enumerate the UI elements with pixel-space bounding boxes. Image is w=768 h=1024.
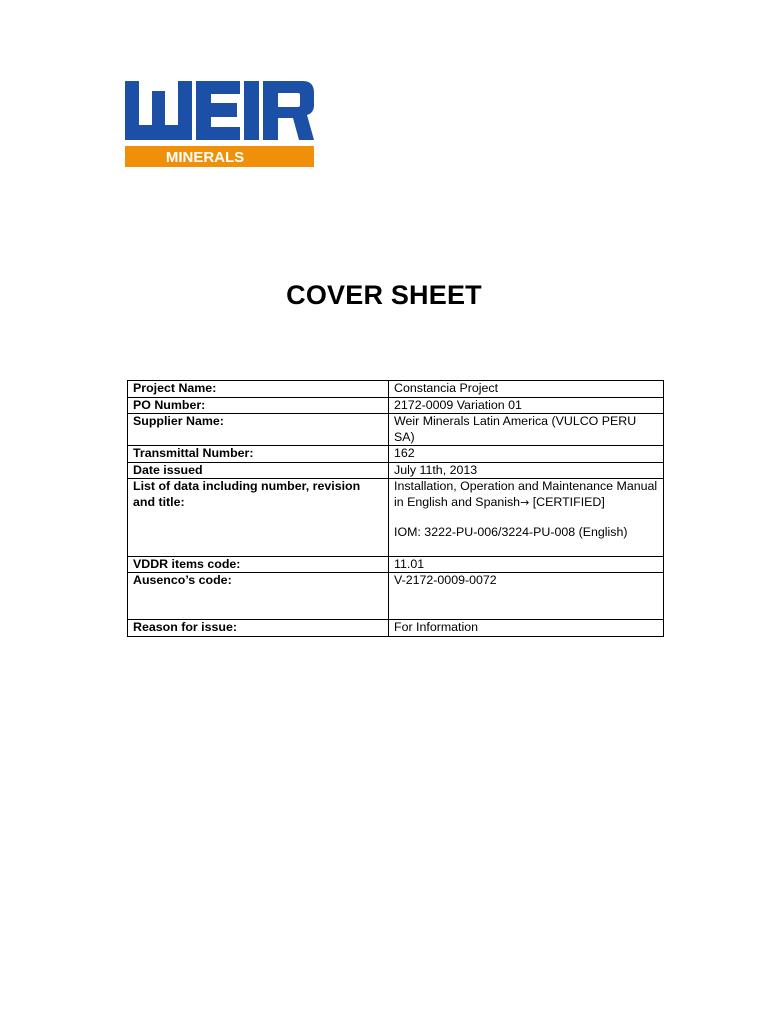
table-row-supplier-name <box>128 414 664 446</box>
table-row-vddr-items-code <box>128 556 664 573</box>
cover-sheet-table <box>127 380 664 637</box>
minerals-wordmark: MINERALS <box>165 149 245 166</box>
weir-minerals-logo <box>125 81 314 167</box>
page-title: COVER SHEET <box>286 280 482 310</box>
data-list-value <box>389 479 664 557</box>
data-list-description: Installation, Operation and Maintenance Manual in English and Spanish <box>394 479 658 509</box>
table-row-transmittal-number <box>128 446 664 463</box>
table-row-date-issued <box>128 462 664 479</box>
transmittal-number-value: 162 <box>389 446 664 463</box>
table-row-reason-for-issue <box>128 620 664 637</box>
vddr-items-code-label: VDDR items code: <box>128 556 389 573</box>
po-number-value: 2172-0009 Variation 01 <box>389 397 664 414</box>
project-name-label: Project Name: <box>128 381 389 398</box>
vddr-items-code-value: 11.01 <box>389 556 664 573</box>
weir-logo-graphic <box>125 81 314 167</box>
table-row-project-name <box>128 381 664 398</box>
certified-tag: [CERTIFIED] <box>529 494 605 509</box>
arrow-right-icon: → <box>520 495 530 509</box>
reason-for-issue-label: Reason for issue: <box>128 620 389 637</box>
ausenco-code-label: Ausenco’s code: <box>128 573 389 620</box>
table-row-data-list <box>128 479 664 557</box>
project-name-value: Constancia Project <box>389 381 664 398</box>
ausenco-code-value: V-2172-0009-0072 <box>389 573 664 620</box>
data-list-label: List of data including number, revision and title: <box>128 479 389 557</box>
date-issued-value: July 11th, 2013 <box>389 462 664 479</box>
po-number-label: PO Number: <box>128 397 389 414</box>
reason-for-issue-value: For Information <box>389 620 664 637</box>
table-row-po-number <box>128 397 664 414</box>
supplier-name-label: Supplier Name: <box>128 414 389 446</box>
iom-reference: IOM: 3222-PU-006/3224-PU-008 (English) <box>394 525 628 539</box>
supplier-name-value: Weir Minerals Latin America (VULCO PERU SA) <box>389 414 664 446</box>
date-issued-label: Date issued <box>128 462 389 479</box>
table-row-ausenco-code <box>128 573 664 620</box>
transmittal-number-label: Transmittal Number: <box>128 446 389 463</box>
